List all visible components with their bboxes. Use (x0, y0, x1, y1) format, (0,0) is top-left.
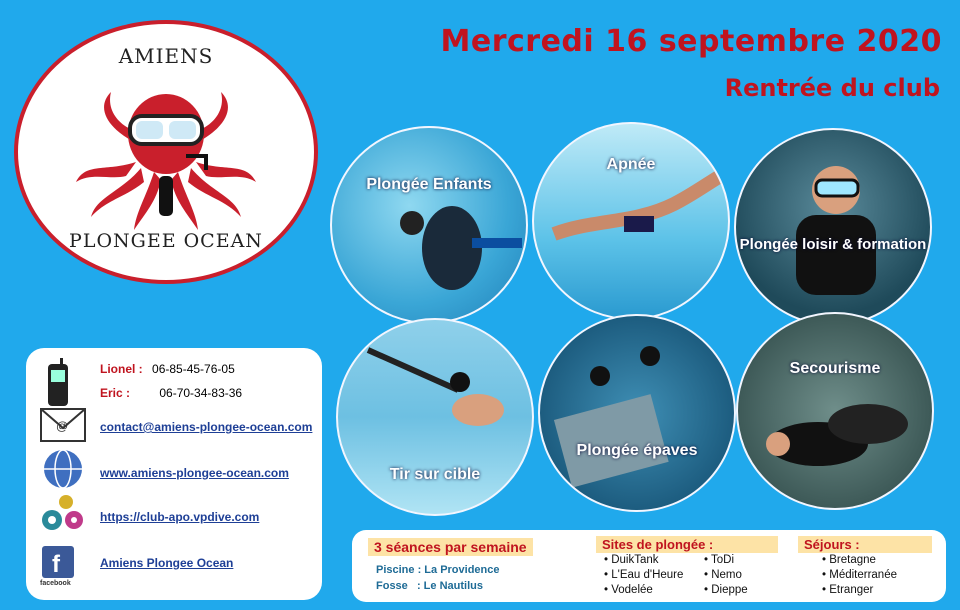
activity-label: Plongée loisir & formation (739, 236, 927, 253)
site-item: • L'Eau d'Heure (604, 569, 684, 581)
spearfisher-photo-icon (338, 320, 534, 516)
activity-label: Apnée (606, 156, 656, 173)
mobile-phone-icon (44, 358, 72, 408)
svg-text:f: f (52, 551, 60, 578)
lionel-phone[interactable]: 06-85-45-76-05 (152, 362, 235, 376)
sejour-item: • Méditerranée (822, 569, 897, 581)
site-item: • Vodelée (604, 584, 653, 596)
lionel-name: Lionel : (100, 362, 143, 376)
logo-title-line1: AMIENS (118, 44, 214, 68)
octopus-diver-icon (66, 72, 266, 232)
diver-photo-icon (332, 128, 528, 324)
instructor-photo-icon (736, 130, 932, 326)
logo-title-line2: PLONGEE OCEAN (69, 230, 263, 252)
activity-label: Plongée épaves (576, 442, 698, 459)
email-link[interactable]: contact@amiens-plongee-ocean.com (100, 420, 313, 434)
activity-circle-tir (336, 318, 534, 516)
globe-www-icon (42, 448, 84, 490)
piscine-info: Piscine : La Providence (376, 564, 500, 576)
club-logo (14, 20, 318, 284)
fosse-info: Fosse : Le Nautilus (376, 580, 483, 592)
envelope-icon (40, 408, 86, 442)
activity-circle-apnee (532, 122, 730, 320)
club-url-link[interactable]: https://club-apo.vpdive.com (100, 510, 260, 524)
schedule-title: 3 séances par semaine (368, 538, 533, 556)
facebook-icon-caption: facebook (40, 580, 71, 587)
event-date: Mercredi 16 septembre 2020 (440, 24, 942, 59)
eric-phone[interactable]: 06-70-34-83-36 (159, 386, 243, 400)
wreck-diver-photo-icon (540, 316, 736, 512)
activity-circle-loisir (734, 128, 932, 326)
site-item: • DuikTank (604, 554, 659, 566)
facebook-link[interactable]: Amiens Plongee Ocean (100, 556, 234, 570)
event-title: Rentrée du club (724, 74, 940, 102)
svg-text:@: @ (56, 419, 69, 433)
sejour-item: • Etranger (822, 584, 874, 596)
activity-label: Tir sur cible (389, 466, 481, 483)
site-item: • Dieppe (704, 584, 748, 596)
sites-title: Sites de plongée : (596, 536, 778, 553)
info-panel (352, 530, 946, 602)
sejour-item: • Bretagne (822, 554, 876, 566)
activity-circle-secourisme (736, 312, 934, 510)
site-item: • Nemo (704, 569, 742, 581)
activity-circle-epaves (538, 314, 736, 512)
activity-label: Secourisme (789, 360, 881, 377)
contact-panel (26, 348, 322, 600)
activity-circle-enfants (330, 126, 528, 324)
eric-name: Eric : (100, 386, 131, 400)
rescue-divers-photo-icon (738, 314, 934, 510)
gears-icon (40, 494, 88, 534)
website-link[interactable]: www.amiens-plongee-ocean.com (100, 466, 289, 480)
sejours-title: Séjours : (798, 536, 932, 553)
activity-label: Plongée Enfants (366, 176, 492, 193)
site-item: • ToDi (704, 554, 735, 566)
